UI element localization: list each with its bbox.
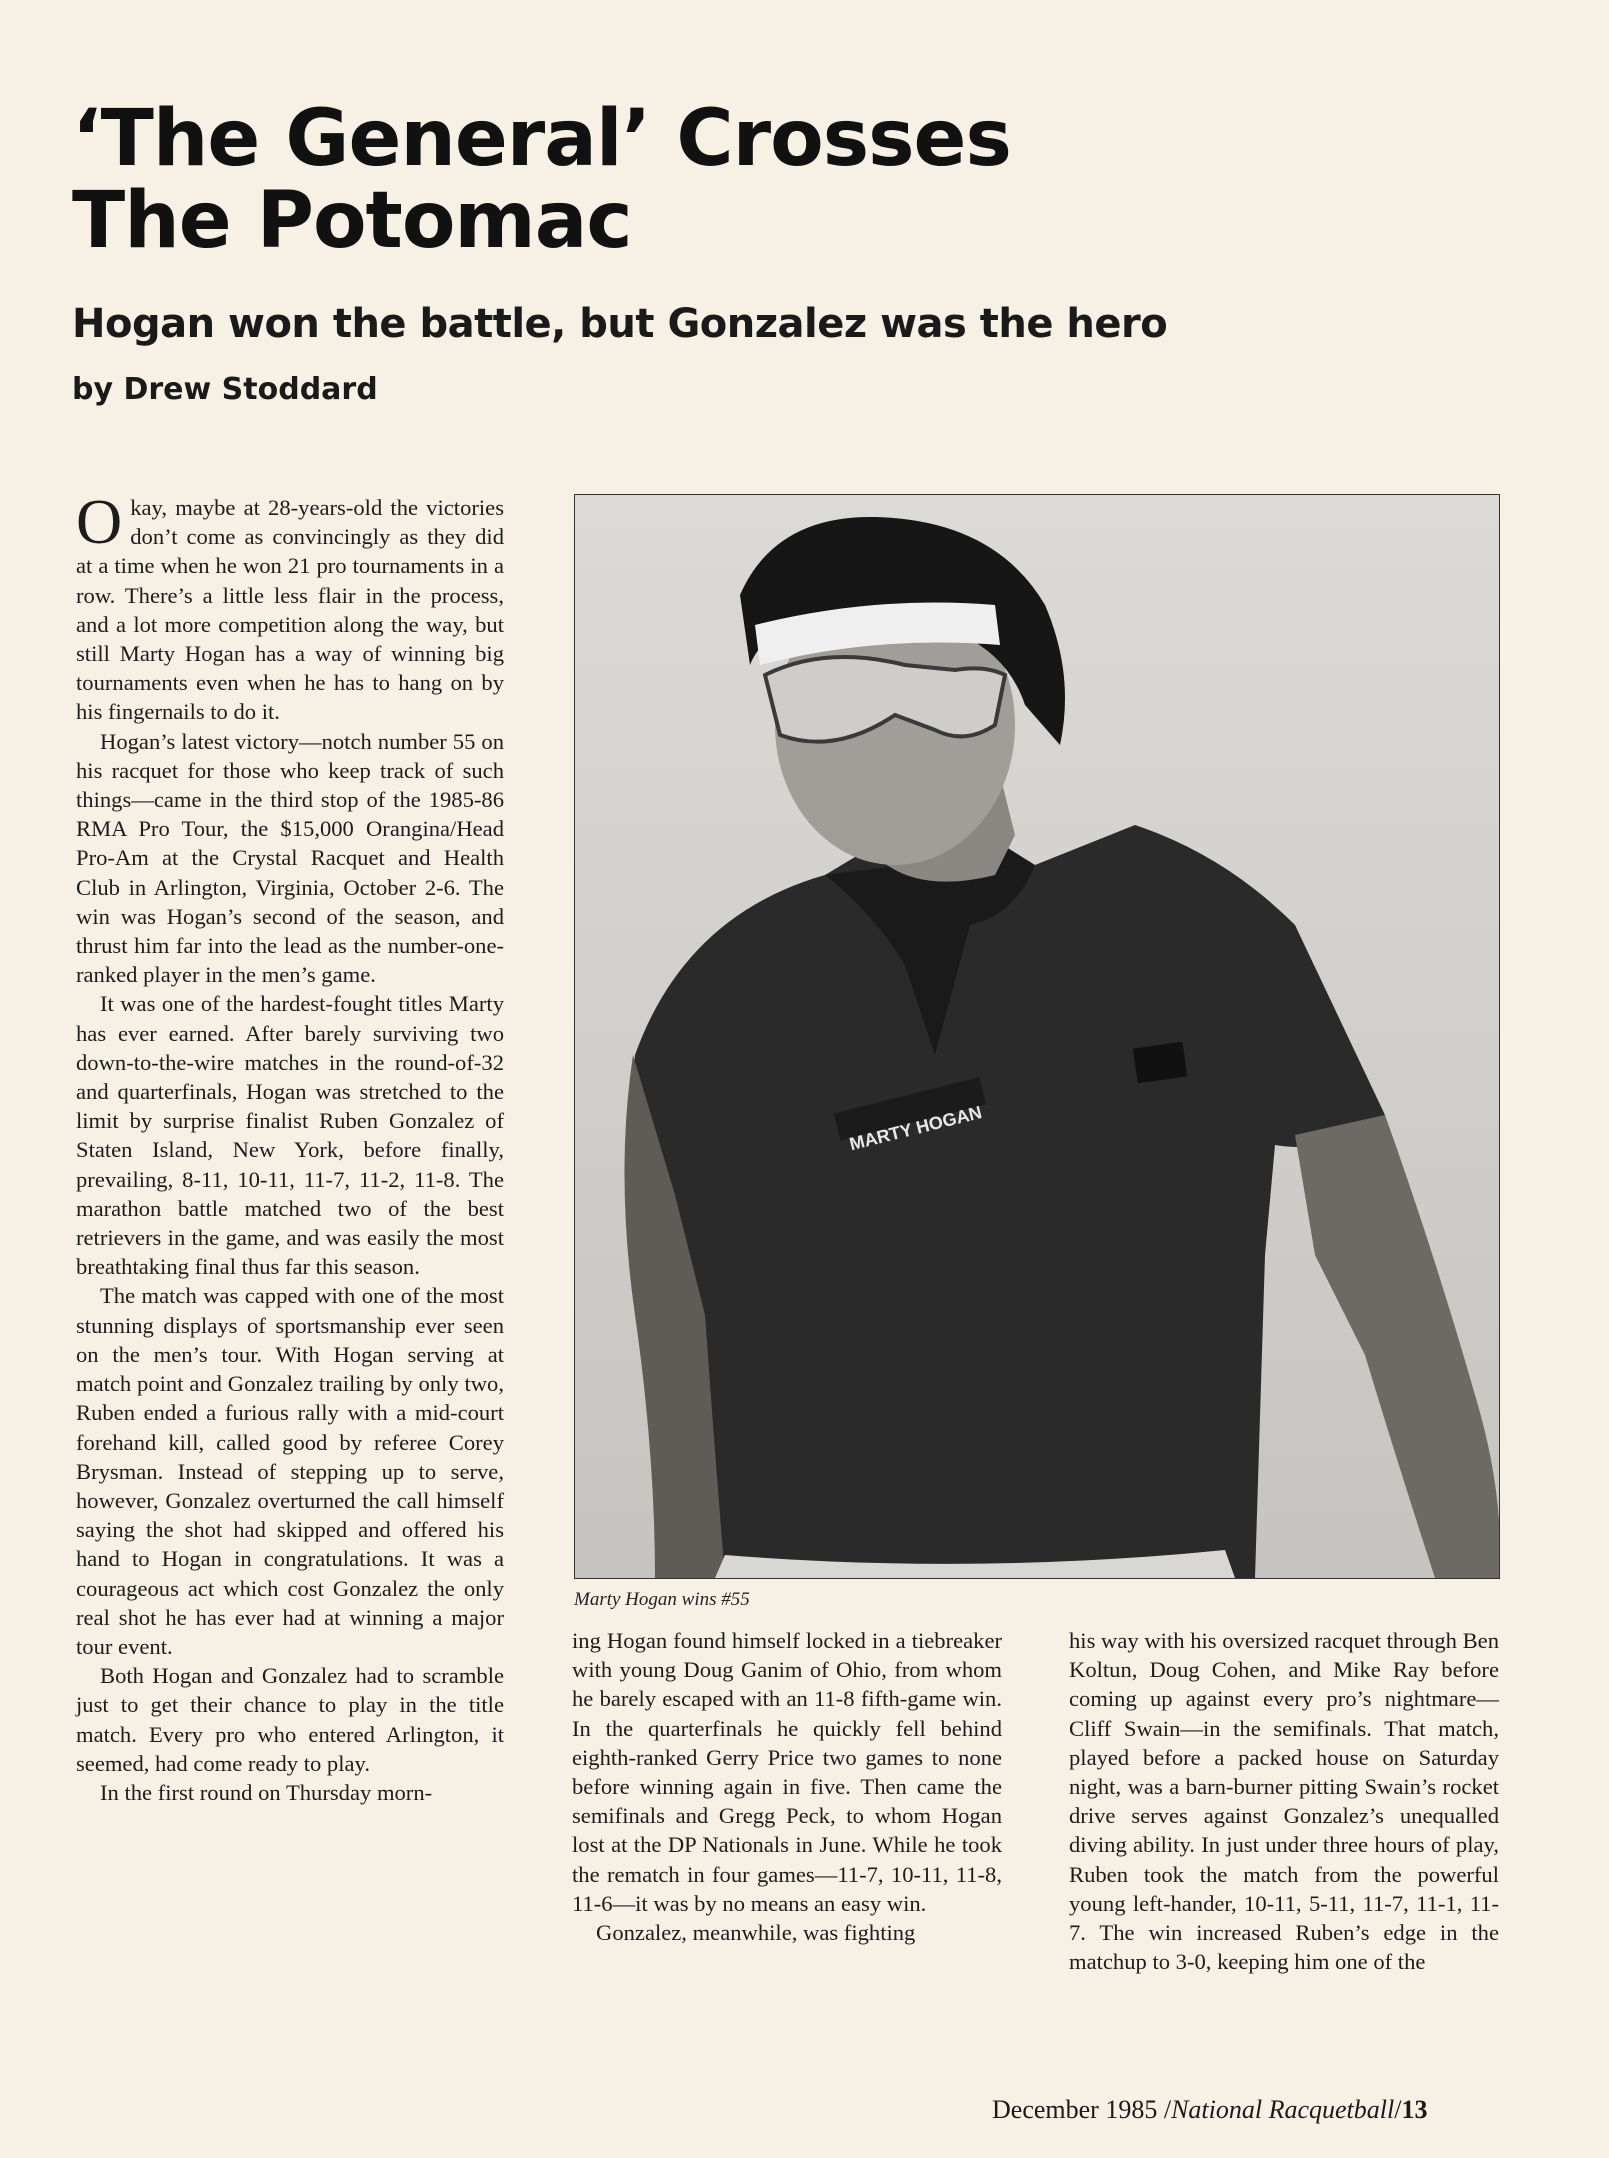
paragraph: his way with his oversized racquet through Ben Koltun, Doug Cohen, and Mike Ray before coming up against every pro’s nightmare—Cliff Swain—in the semifinals. That match, played before a packed house on Saturday night, was a barn-burner pitting Swain’s rocket drive serves against Gonzalez’s unequalled diving ability. In just under three hours of play, Ruben took the match from the powerful young left-hander, 10-11, 5-11, 11-7, 11-1, 11-7. The win increased Ruben’s edge in the matchup to 3-0, keeping him one of the [1069, 1628, 1499, 1975]
headline-line-2: The Potomac [72, 176, 632, 266]
player-photo [574, 494, 1500, 1579]
article-column-1 [76, 486, 504, 1807]
paragraph: Both Hogan and Gonzalez had to scramble just to get their chance to play in the title match. Every pro who entered Arlington, it seemed, had come ready to play. [76, 1663, 504, 1776]
headline-line-1: ‘The General’ Crosses [72, 94, 1011, 184]
paragraph: Gonzalez, meanwhile, was fighting [596, 1920, 916, 1946]
drop-cap: O [76, 486, 123, 557]
paragraph: ing Hogan found himself locked in a tiebreaker with young Doug Ganim of Ohio, from whom he barely escaped with an 11-8 fifth-game win. In the quarterfinals he quickly fell behind eighth-ranked Gerry Price two games to none before winning again in five. Then came the semifinals and Gregg Peck, to whom Hogan lost at the DP Nationals in June. While he took the rematch in four games—11-7, 10-11, 11-8, 11-6—it was by no means an easy win. [572, 1628, 1002, 1916]
issue-date: December 1985 [992, 2095, 1158, 2124]
article-column-2 [572, 1626, 1002, 1947]
article-column-3 [1069, 1626, 1499, 1976]
paragraph: Hogan’s latest victory—notch number 55 on his racquet for those who keep track of such things—came in the third stop of the 1985-86 RMA Pro Tour, the $15,000 Orangina/Head Pro-Am at the Crystal Racquet and Health Club in Arlington, Virginia, October 2-6. The win was Hogan’s second of the season, and thrust him far into the lead as the number-one-ranked player in the men’s game. [76, 728, 504, 988]
subheadline: Hogan won the battle, but Gonzalez was the hero [72, 301, 1168, 347]
paragraph [76, 486, 504, 727]
footer-separator: / [1394, 2095, 1402, 2124]
paragraph-text: kay, maybe at 28-years-old the victories don’t come as convincingly as they did at a time when he won 21 pro tournaments in a row. There’s a little less flair in the process, and a lot more competition along the way, but still Marty Hogan has a way of winning big tournaments even when he has to hang on by his fingernails to do it. [76, 495, 504, 725]
player-illustration [575, 495, 1499, 1578]
publication-name: National Racquetball [1171, 2095, 1395, 2124]
shirt-text: MARTY HOGAN [847, 1102, 984, 1155]
footer-separator: / [1163, 2095, 1172, 2124]
headline [72, 94, 1272, 266]
paragraph: In the first round on Thursday morn- [100, 1779, 433, 1805]
byline: by Drew Stoddard [72, 372, 378, 407]
paragraph: The match was capped with one of the most stunning displays of sportsmanship ever seen on the men’s tour. With Hogan serving at match point and Gonzalez trailing by only two, Ruben ended a furious rally with a mid-court forehand kill, called good by referee Corey Brysman. Instead of stepping up to serve, however, Gonzalez overturned the call himself saying the shot had skipped and offered his hand to Hogan in congratulations. It was a courageous act which cost Gonzalez the only real shot he has ever had at winning a major tour event. [76, 1283, 504, 1659]
page-number: 13 [1401, 2095, 1428, 2124]
paragraph: It was one of the hardest-fought titles Marty has ever earned. After barely surviving two down-to-the-wire matches in the round-of-32 and quarterfinals, Hogan was stretched to the limit by surprise finalist Ruben Gonzalez of Staten Island, New York, before finally, prevailing, 8-11, 10-11, 11-7, 11-2, 11-8. The marathon battle matched two of the best retrievers in the game, and was easily the most breathtaking final thus far this season. [76, 991, 504, 1280]
page-footer [992, 2094, 1532, 2126]
photo-caption: Marty Hogan wins #55 [574, 1589, 750, 1610]
